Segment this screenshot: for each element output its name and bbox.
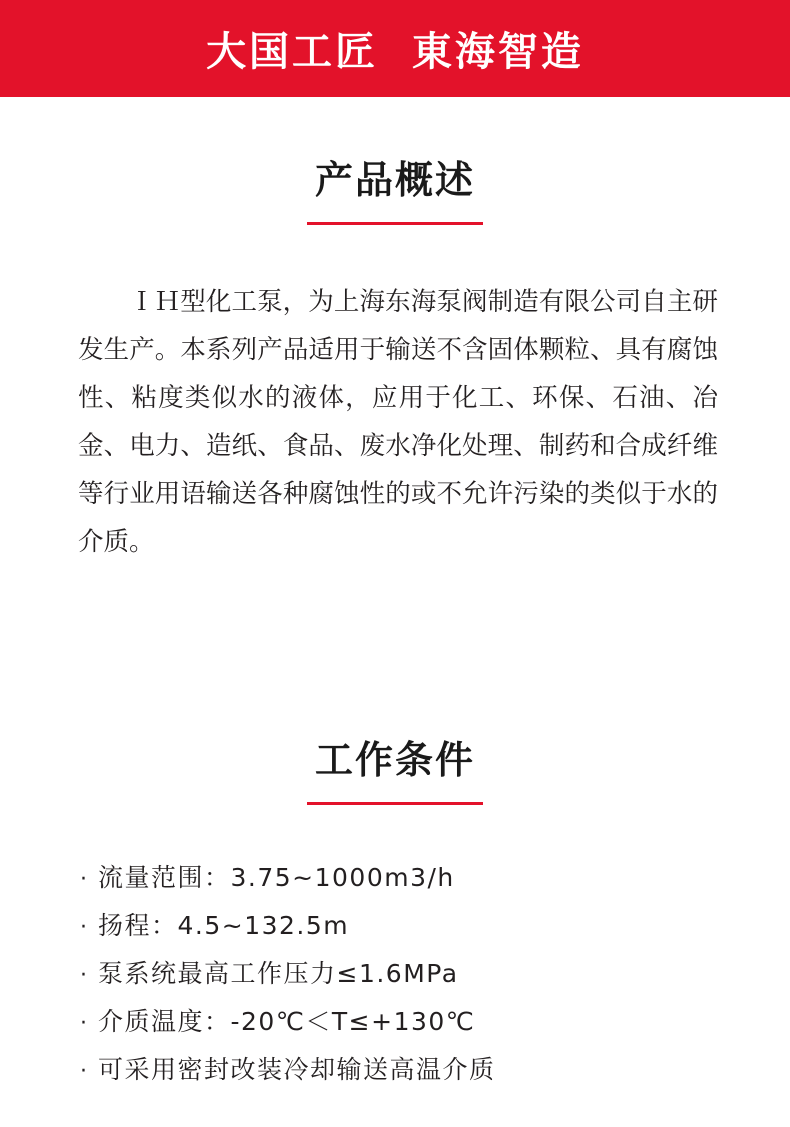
bullet-icon: · (80, 915, 89, 940)
list-item (80, 903, 740, 951)
list-item (80, 1047, 740, 1095)
list-item (80, 999, 740, 1047)
heading-underline-conditions (307, 802, 483, 805)
section-product-overview (0, 160, 790, 225)
list-item (80, 951, 740, 999)
overview-paragraph: ＩＨ型化工泵，为上海东海泵阀制造有限公司自主研发生产。本系列产品适用于输送不含固体颗粒、具有腐蚀性、粘度类似水的液体，应用于化工、环保、石油、冶金、电力、造纸、食品、废水净化处理、制药和合成纤维等行业用语输送各种腐蚀性的或不允许污染的类似于水的介质。 (78, 287, 718, 557)
list-item-label: 流量范围：3.75~1000m3/h (98, 863, 455, 892)
header-banner (0, 0, 790, 97)
banner-title: 大国工匠 東海智造 (206, 29, 584, 75)
working-conditions-list (80, 855, 740, 1095)
list-item-label: 可采用密封改装冷却输送高温介质 (98, 1055, 496, 1084)
bullet-icon: · (80, 867, 89, 892)
list-item (80, 855, 740, 903)
list-item-label: 泵系统最高工作压力≤1.6MPa (98, 959, 459, 988)
heading-underline-overview (307, 222, 483, 225)
section-working-conditions (0, 740, 790, 805)
bullet-icon: · (80, 1011, 89, 1036)
list-item-label: 扬程：4.5~132.5m (98, 911, 350, 940)
section-heading-overview: 产品概述 (314, 158, 475, 202)
bullet-icon: · (80, 1059, 89, 1084)
section-heading-conditions: 工作条件 (314, 738, 475, 782)
list-item-label: 介质温度：-20℃＜T≤+130℃ (98, 1007, 476, 1036)
bullet-icon: · (80, 963, 89, 988)
